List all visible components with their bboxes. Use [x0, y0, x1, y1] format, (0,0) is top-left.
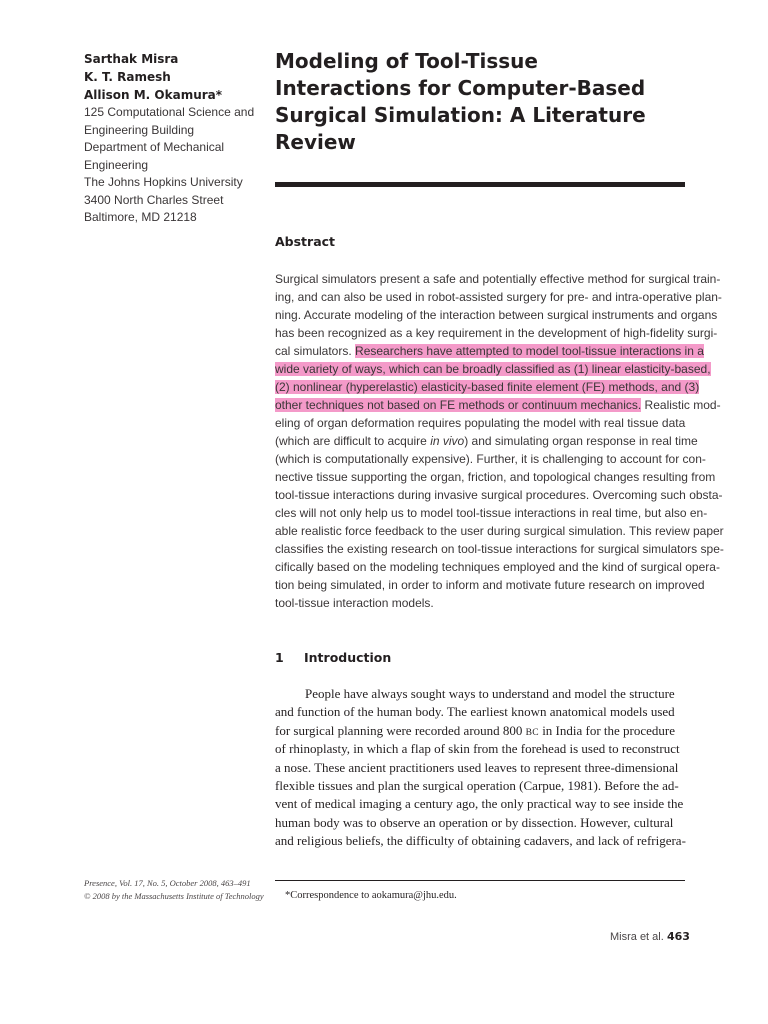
abstract-line: cles will not only help us to model tool-tissue interactions in real time, but also en- [275, 506, 708, 520]
abstract-line [275, 378, 700, 396]
abstract-line: Surgical simulators present a safe and potentially effective method for surgical train- [275, 272, 721, 286]
abstract-body [275, 270, 724, 612]
abstract-text: Realistic mod- [641, 398, 721, 412]
abstract-line [275, 342, 704, 360]
title-line: Review [275, 130, 356, 154]
intro-paragraph [275, 685, 695, 851]
abstract-line: has been recognized as a key requirement in the development of high-fidelity surgi- [275, 326, 718, 340]
title-line: Modeling of Tool-Tissue [275, 49, 538, 73]
abstract-line: ing, and can also be used in robot-assisted surgery for pre- and intra-operative plan- [275, 290, 722, 304]
journal-citation: Presence, Vol. 17, No. 5, October 2008, 463–491 [84, 878, 251, 888]
intro-line: People have always sought ways to understand and model the structure [305, 686, 675, 701]
intro-line [275, 722, 695, 740]
highlighted-text: (2) nonlinear (hyperelastic) elasticity-based finite element (FE) methods, and (3) [275, 380, 700, 394]
abstract-line [275, 396, 721, 414]
affiliation-line: 125 Computational Science and [84, 105, 255, 119]
author-name: Sarthak Misra [84, 52, 179, 66]
abstract-line: (which is computationally expensive). Further, it is challenging to account for con- [275, 452, 706, 466]
intro-line: and function of the human body. The earliest known anatomical models used [275, 704, 675, 720]
abstract-line: nective tissue supporting the organ, friction, and topological changes resulting from [275, 470, 716, 484]
abstract-heading: Abstract [275, 234, 336, 249]
abstract-line: classifies the existing research on tool-tissue interactions for surgical simulators spe- [275, 542, 724, 556]
footnote: *Correspondence to aokamura@jhu.edu. [285, 890, 457, 901]
author-name: Allison M. Okamura* [84, 88, 223, 102]
abstract-line: tool-tissue interactions during invasive surgical procedures. Overcoming such obsta- [275, 488, 723, 502]
abstract-line [275, 432, 698, 450]
intro-line: flexible tissues and plan the surgical operation (Carpue, 1981). Before the ad- [275, 777, 679, 793]
copyright-notice: © 2008 by the Massachusetts Institute of Technology [84, 891, 264, 901]
page-number: 463 [667, 930, 690, 943]
abstract-line [275, 360, 711, 378]
abstract-line: tool-tissue interaction models. [275, 596, 434, 610]
abstract-line: cifically based on the modeling techniques employed and the kind of surgical opera- [275, 560, 720, 574]
intro-line: and religious beliefs, the difficulty of obtaining cadavers, and lack of refrigera- [275, 833, 686, 849]
author-block [84, 50, 264, 227]
abstract-text: cal simulators. [275, 344, 356, 358]
intro-line: human body was to observe an operation or by dissection. However, cultural [275, 814, 674, 830]
section-number: 1 [275, 650, 284, 665]
affiliation-line: The Johns Hopkins University [84, 175, 243, 189]
footnote-divider [275, 880, 685, 881]
abstract-text: (which are difficult to acquire [275, 434, 431, 448]
affiliation-line: Engineering Building [84, 122, 195, 137]
abstract-line: eling of organ deformation requires populating the model with real tissue data [275, 416, 686, 430]
title-line: Surgical Simulation: A Literature [275, 103, 646, 127]
title-line: Interactions for Computer-Based [275, 76, 646, 100]
intro-line: a nose. These ancient practitioners used leaves to represent three-dimensional [275, 759, 679, 775]
intro-line: of rhinoplasty, in which a flap of skin from the forehead is used to reconstruct [275, 741, 680, 757]
running-author: Misra et al. [610, 931, 664, 943]
abstract-text: ) and simulating organ response in real time [464, 434, 698, 448]
affiliation-line: Department of Mechanical [84, 140, 225, 154]
highlighted-text: wide variety of ways, which can be broadly classified as (1) linear elasticity-based, [275, 362, 711, 376]
title-divider [275, 182, 685, 187]
abstract-line: able realistic force feedback to the user during surgical simulation. This review paper [275, 524, 724, 538]
italic-text: in vivo [430, 434, 465, 448]
affiliation-line: 3400 North Charles Street [84, 192, 224, 207]
affiliation-line: Engineering [84, 157, 149, 172]
section-title: Introduction [304, 650, 392, 665]
intro-line: vent of medical imaging a century ago, the only practical way to see inside the [275, 796, 684, 812]
journal-info [84, 877, 274, 903]
small-caps-text: BC [525, 727, 539, 738]
highlighted-text: Researchers have attempted to model tool-tissue interactions in a [355, 344, 704, 358]
intro-text: for surgical planning were recorded around 800 [275, 722, 526, 738]
affiliation-line: Baltimore, MD 21218 [84, 210, 197, 224]
intro-text: in India for the procedure [538, 722, 676, 738]
abstract-line: ning. Accurate modeling of the interaction between surgical instruments and organs [275, 308, 718, 322]
author-name: K. T. Ramesh [84, 70, 171, 84]
paper-title [275, 48, 695, 156]
abstract-line: tion being simulated, in order to inform and motivate future research on improved [275, 578, 705, 592]
highlighted-text: other techniques not based on FE methods or continuum mechanics. [275, 398, 642, 412]
